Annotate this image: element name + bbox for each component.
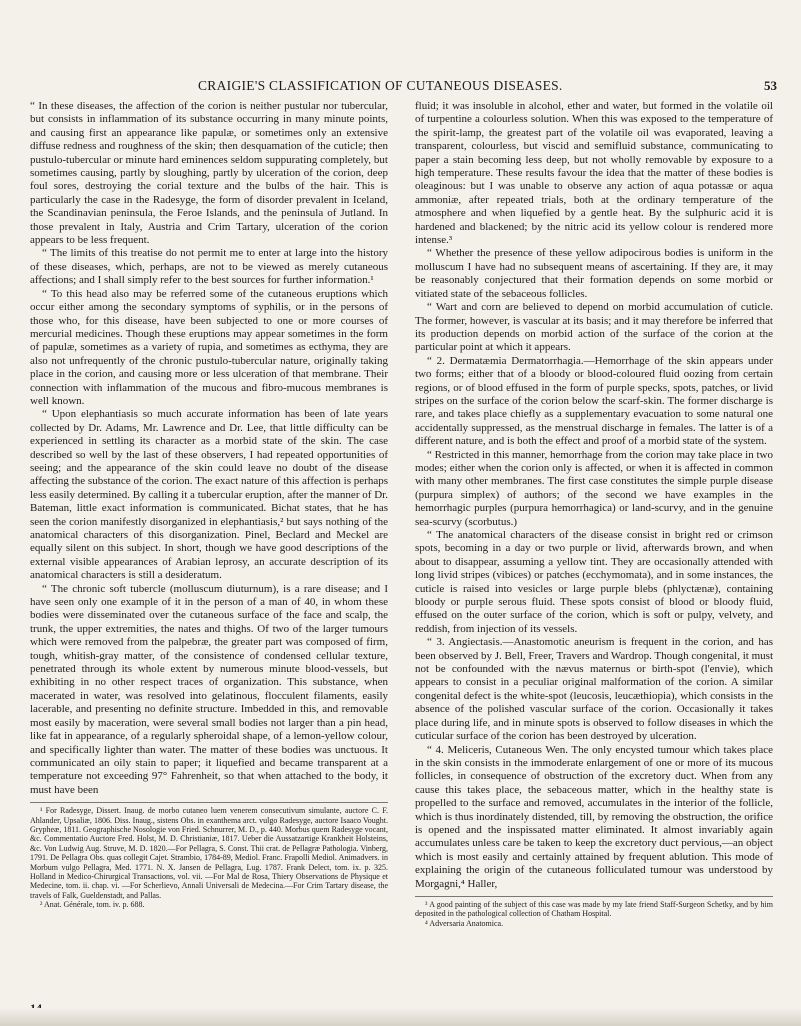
body-paragraph: “ The limits of this treatise do not permit me to enter at large into the history of these diseases, which, perhaps, are not to be viewed as merely cutaneous affections; and I shall simply refer to the best sources for further information.¹ bbox=[30, 247, 388, 287]
right-column bbox=[415, 100, 773, 1012]
body-paragraph: “ Wart and corn are believed to depend on morbid accumulation of cuticle. The former, however, is vascular at its basis; and it may therefore be inferred that its production depends on morbid action of the surface of the corion at the particular point at which it appears. bbox=[415, 301, 773, 354]
footnote: ¹ For Radesyge, Dissert. Inaug. de morbo cutaneo luem venerem consecutivum simulante, auctore C. F. Ahlander, Upsaliæ, 1806. Diss. Inaug., sistens Obs. in exanthema arct. vulgo Radesyge, auctore Isaaco Vought. Grypheæ, 1811. Geographische Nosologie von Fried. Schnurrer, M. D., p. 440. Morbus quem Radesyge vocant, &c. Commentatio Auctore Fred. Holst, M. D. Christianiæ, 1817. Ueber die Aussatzartige Krankheit Holsteins, &c. Von Ludwig Aug. Struve, M. D. 1820.—For Pellagra, S. Const. Thii crat. de Pellagræ Pathologia. Vinberg, 1791. De Pellagra Obs. quas collegit Cajet. Strambio, 1784-89, Mediol. Franc. Frapolli Mediol. Animadvers. in Morbum vulgo Pellagra, Med. 1771. N. X. Jansen de Pellagra, Lug. 1787. Frank Delect, tom. ix. p. 325. Holland in Medico-Chirurgical Transactions, vol. vii. —For Mal de Rosa, Thiery Observations de Physique et Medecine, tom. ii. chap. vi. —For Scherlievo, Annali Universali de Medecina.—For Crim Tartary disease, the travels of Falk, Gueldenstadt, and Pallas. bbox=[30, 806, 388, 900]
body-paragraph: “ In these diseases, the affection of the corion is neither pustular nor tubercular, but consists in inflammation of its substance occurring in many minute points, and causing first an appearance like papulæ, or sometimes only an extensive diffuse redness and roughness of the skin; then desquamation of the cuticle; then pustulo-tubercular or minute hard eminences seldom suppurating completely, but sometimes causing, partly by sloughing, partly by ulceration of the corion, deep foul sores, destroying the corial texture and the bulbs of the hair. This is particularly the case in the Radesyge, the form of disorder prevalent in Iceland, the Scandinavian peninsula, the Feroe Islands, and the peninsula of Jutland. In those prevalent in Italy, Austria and Crim Tartary, ulceration of the corion appears to be less frequent. bbox=[30, 100, 388, 247]
body-paragraph: “ 2. Dermatæmia Dermatorrhagia.—Hemorrhage of the skin appears under two forms; either that of a bloody or blood-coloured fluid oozing from certain regions, or of blood effused in the form of purple specks, spots, patches, or livid stripes on the surface of the corion below the scarf-skin. The former discharge is rare, and takes place chiefly as a supplementary evacuation to some natural one accidentally suppressed, as the menstrual discharge in females. The latter is of a different nature, and is both the effect and proof of a morbid state of the system. bbox=[415, 354, 773, 448]
page-header bbox=[0, 78, 801, 98]
running-title: CRAIGIE'S CLASSIFICATION OF CUTANEOUS DISEASES. bbox=[198, 78, 563, 93]
body-paragraph: “ To this head also may be referred some of the cutaneous eruptions which occur either among the secondary symptoms of syphilis, or in the persons of those who, for this disease, have been subjected to one or more courses of mercurial medicines. Though these eruptions may appear sometimes in the form of papulæ, sometimes as a variety of rupia, and sometimes as ecthyma, they are also not unfrequently of the chronic pustulo-tubercular nature, originally taking place in the corion, and causing more or less ulceration of that membrane. Their connection with inflammation of the mucous and fibro-mucous membranes is well known. bbox=[30, 287, 388, 407]
body-paragraph: “ The chronic soft tubercle (molluscum diuturnum), is a rare disease; and I have seen only one example of it in the person of a man of 40, in whom these bodies were disseminated over the cutaneous surface of the face and scalp, the trunk, the upper extremities, the nates and thighs. Of two of the larger tumours which were removed from the palpebræ, the greater part was composed of firm, tough, whitish-gray matter, of the consistence of condensed cellular texture, penetrated through its whole extent by numerous minute blood-vessels, but exhibiting in no other respect traces of organization. This substance, when macerated in water, was resolved into gelatinous, flocculent filaments, easily lacerable, and presenting no definite structure. Imbedded in this, and removable most easily by maceration, were several small bodies not larger than a pin head, like fat in appearance, of a regularly spheroidal shape, of a lemon-yellow colour, and specifically lighter than water. The matter of these bodies was unctuous. It communicated an oily stain to paper; it liquefied and became transparent at a temperature not exceeding 97° Fahrenheit, so that when attached to the body, it must have been bbox=[30, 582, 388, 796]
body-paragraph: “ Upon elephantiasis so much accurate information has been of late years collected by Dr. Adams, Mr. Lawrence and Dr. Lee, that little difficulty can be experienced in settling its character as a morbid state of the skin. The case described so well by the last of these observers, I had repeated opportunities of seeing; and the appearance of the skin could leave no doubt of the disease affecting the substance of the corion. The exact nature of this affection is perhaps less easily determined. By calling it a tubercular eruption, after the manner of Dr. Bateman, little exact information is communicated. Bichat states, that he has seen the corion manifestly disorganized in elephantiasis,² but says nothing of the anatomical characters of this disorganization. Pinel, Beclard and Meckel are equally silent on this subject. In short, though we have good descriptions of the external visible appearances of Arabian leprosy, an accurate description of its anatomical characters is still a desideratum. bbox=[30, 408, 388, 582]
page-number: 53 bbox=[764, 78, 777, 93]
body-paragraph: “ 3. Angiectasis.—Anastomotic aneurism is frequent in the corion, and has been observed by J. Bell, Freer, Travers and Wardrop. Though congenital, it must not be confounded with the nævus maternus or birth-spot (l'envie), which appears to consist in a peculiar original malformation of the corion. A similar congenital defect is the white-spot (leucosis, leucæthiopia), which consists in the absence of the polished vascular surface of the corion. Occasionally it takes place during life, and in minute spots is observed to follow diseases in which the cuticular surface of the corion has been destroyed by ulceration. bbox=[415, 636, 773, 743]
page-edge-shadow bbox=[0, 1008, 801, 1026]
footnote: ⁴ Adversaria Anatomica. bbox=[425, 918, 504, 928]
left-column bbox=[30, 100, 388, 1008]
footnote: ³ A good painting of the subject of this case was made by my late friend Staff-Surgeon Schetky, and by him deposited in the pathological collection of Chatham Hospital. bbox=[415, 899, 773, 919]
footnotes bbox=[415, 896, 773, 928]
body-paragraph: “ Restricted in this manner, hemorrhage from the corion may take place in two modes; either when the corion only is affected, or when it is affected in common with many other membranes. The first case constitutes the simple purple disease (purpura simplex) of authors; of the second we have examples in the hemorrhagic purples (purpura hemorrhagica) or land-scurvy, and in the genuine sea-scurvy (scorbutus.) bbox=[415, 448, 773, 528]
body-paragraph: “ Whether the presence of these yellow adipocirous bodies is uniform in the molluscum I have had no subsequent means of ascertaining. If they are, it may be reasonably conjectured that their formation depends on some morbid or vitiated state of the sebaceous follicles. bbox=[415, 247, 773, 300]
footnote: ² Anat. Générale, tom. iv. p. 688. bbox=[40, 900, 145, 910]
footnotes bbox=[30, 802, 388, 909]
body-paragraph: fluid; it was insoluble in alcohol, ether and water, but formed in the volatile oil of turpentine a colourless solution. When this was exposed to the temperature of the spirit-lamp, the greatest part of the volatile oil was evaporated, leaving a transparent, colourless, but viscid and semifluid substance, communicating to paper a stain becoming less deep, but not wholly removable by exposure to a high temperature. These results favour the idea that the matter of these bodies is oleaginous: but I was unable to observe any action of aqua potassæ or aqua ammoniæ, after repeated trials, both at the ordinary temperature of the atmosphere and when liquefied by a gentle heat. By the sulphuric acid it is hardened and blackened; by the nitric acid its yellow colour is rendered more intense.³ bbox=[415, 100, 773, 247]
body-paragraph: “ 4. Meliceris, Cutaneous Wen. The only encysted tumour which takes place in the skin consists in the immoderate enlargement of one or more of its mucous follicles, in consequence of obstruction of the excretory duct. When from any cause this takes place, the sebaceous matter, which in the healthy state is propelled to the surface and removed, accumulates in the interior of the follicle, which is thus inordinately distended, till, by removing the obstruction, the orifice is opened and the inspissated matter eliminated. It almost invariably again accumulates unless care be taken to keep the excretory duct pervious,—an object which is most easily and certainly attained by frequent ablution. This mode of explaining the origin of the cutaneous folliculated tumour was understood by Morgagni,⁴ Haller, bbox=[415, 743, 773, 890]
body-paragraph: “ The anatomical characters of the disease consist in bright red or crimson spots, becoming in a day or two purple or livid, afterwards brown, and when about to disappear, assuming a yellow tint. They are occasionally attended with long livid stripes (vibices) or patches (ecchymomata), and in some instances, the cuticle is raised into vesicles or large purple blebs (phlyctænæ), containing bloody or purple serous fluid. These spots consist of blood or bloody fluid, effused on the outer surface of the corion, which is soft or pulpy, velvety, and reddish, from injection of its vessels. bbox=[415, 529, 773, 635]
